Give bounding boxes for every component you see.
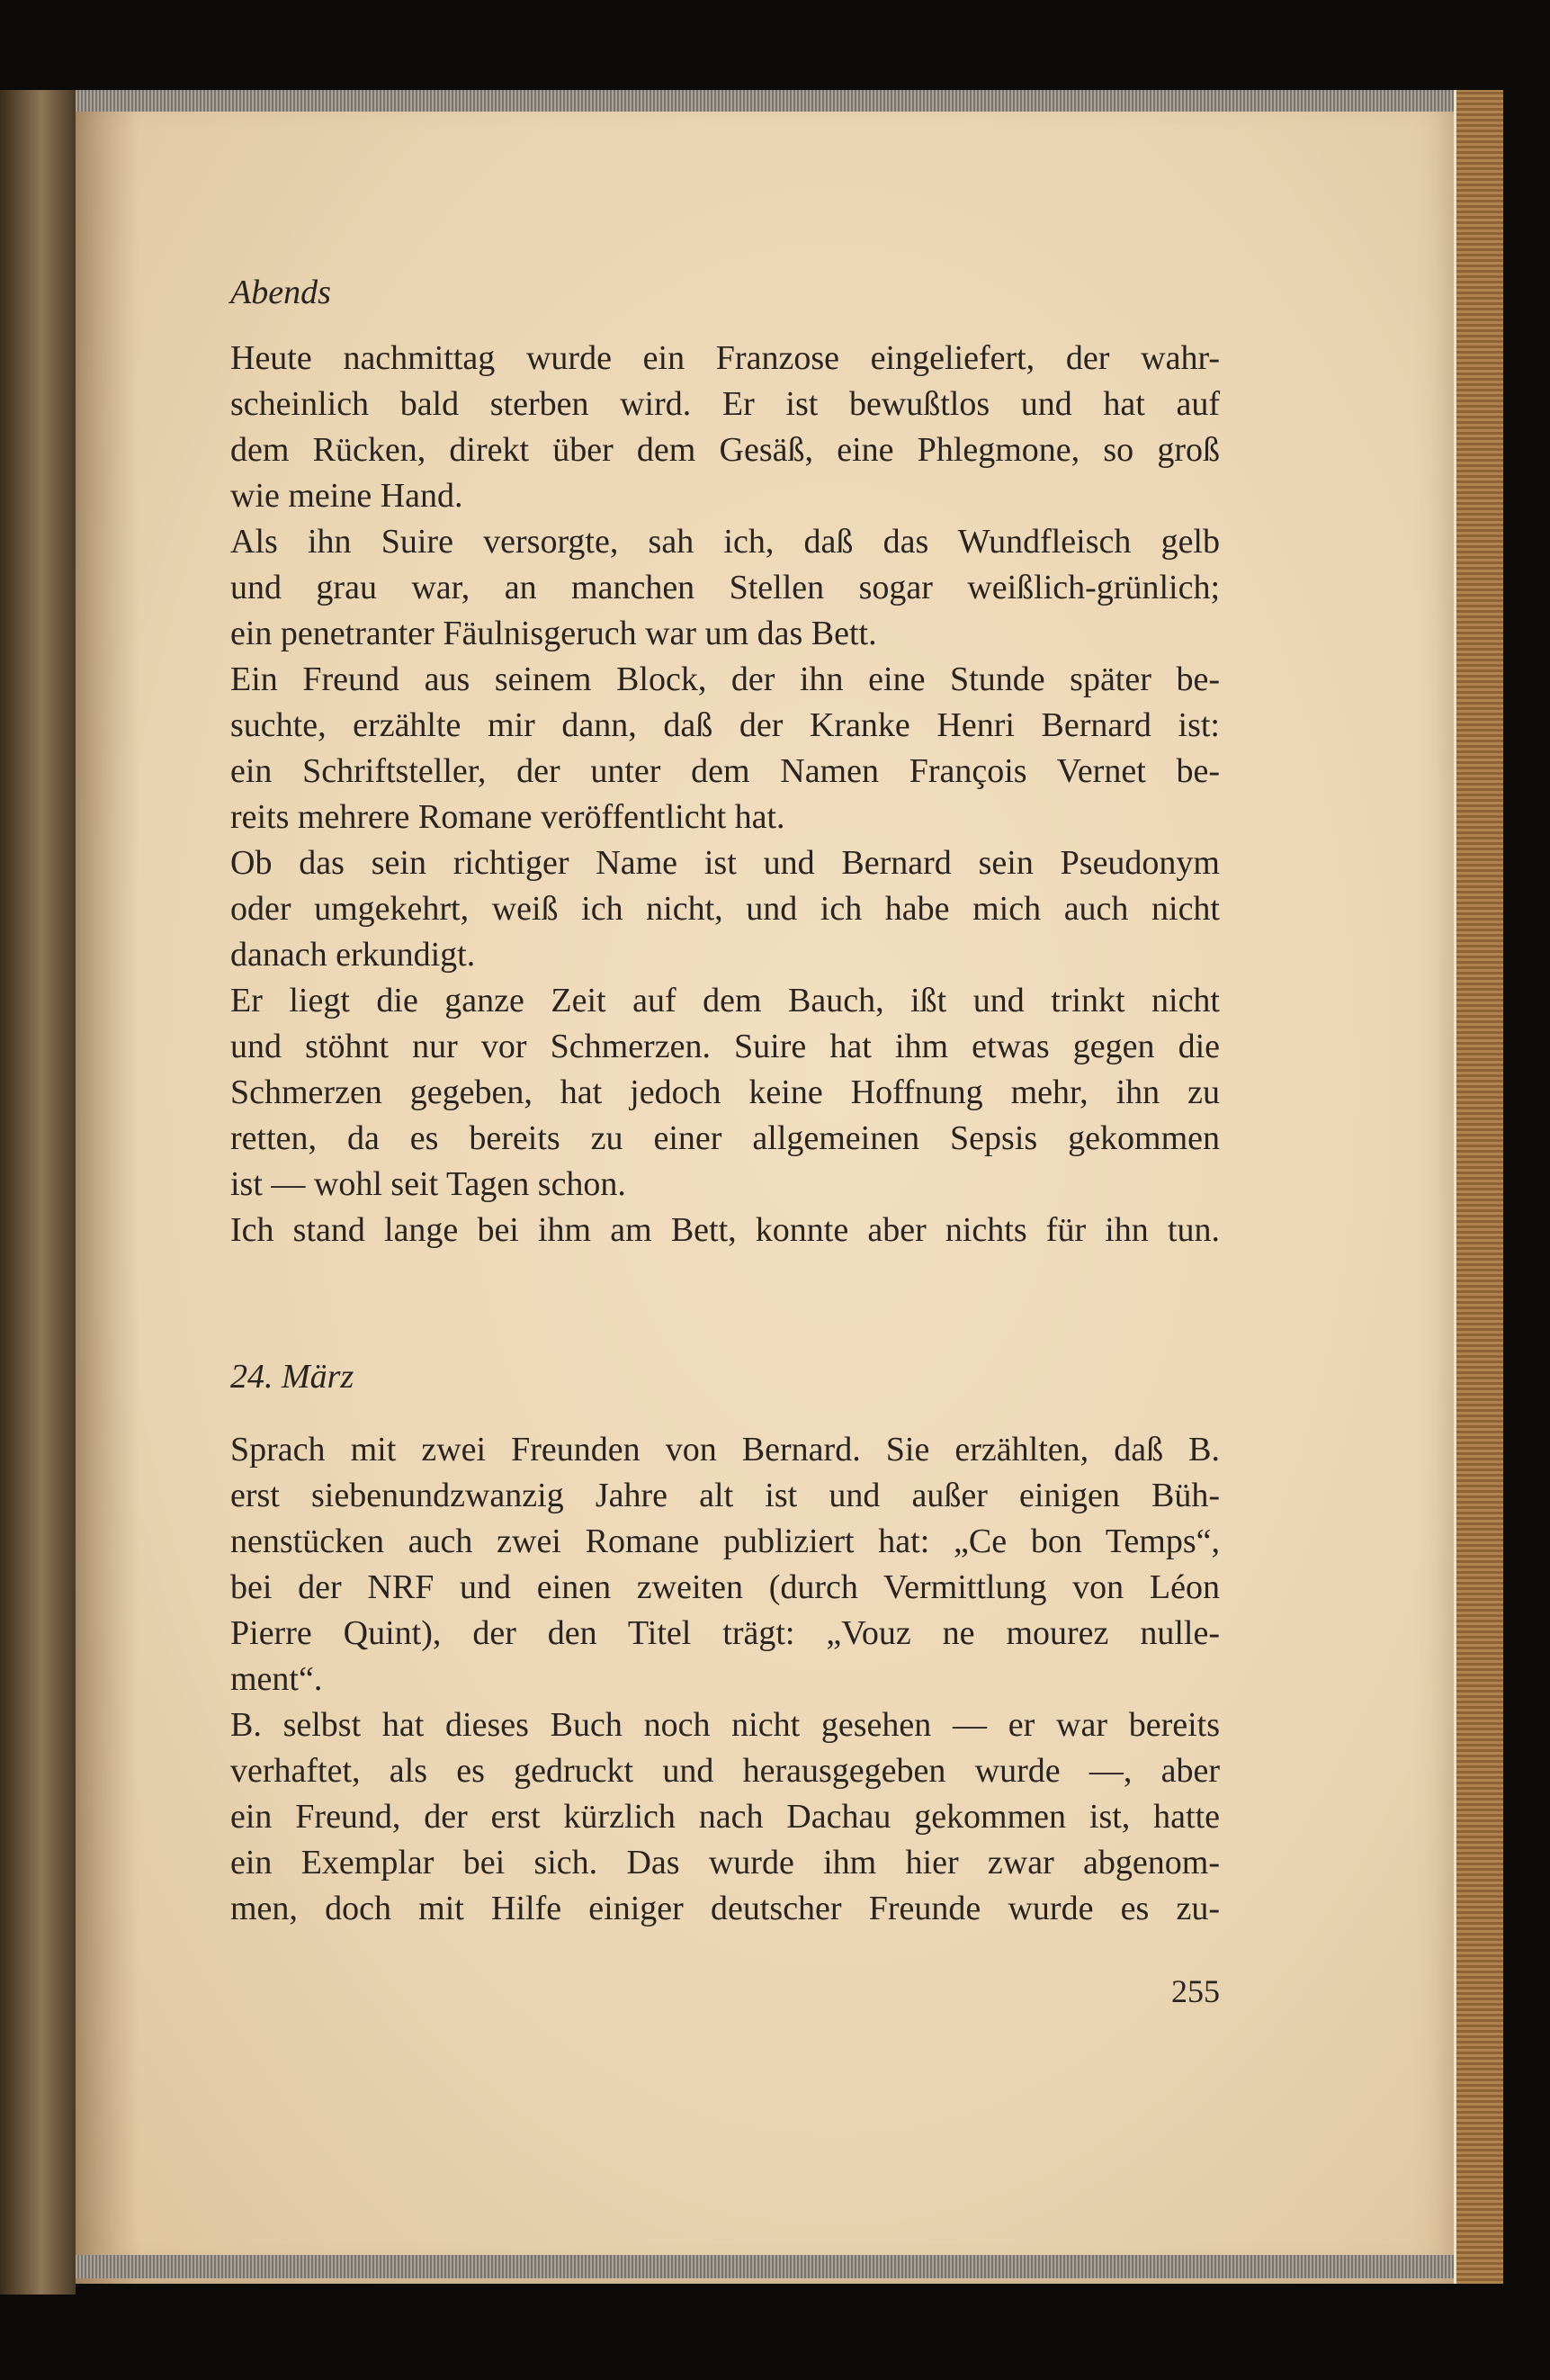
text-line: verhaftet, als es gedruckt und herausgegeben wurde —, aber [230, 1752, 1220, 1790]
text-line: Ob das sein richtiger Name ist und Bernard sein Pseudonym [230, 844, 1220, 882]
text-line: ist — wohl seit Tagen schon. [230, 1165, 626, 1203]
text-line: men, doch mit Hilfe einiger deutscher Freunde wurde es zu- [230, 1890, 1220, 1927]
text-line: danach erkundigt. [230, 936, 476, 974]
top-cover-edge [76, 90, 1497, 112]
text-line: ein Freund, der erst kürzlich nach Dachau gekommen ist, hatte [230, 1798, 1220, 1836]
text-line: und stöhnt nur vor Schmerzen. Suire hat ihm etwas gegen die [230, 1028, 1220, 1065]
bottom-cover-edge [76, 2255, 1497, 2278]
text-line: ein Schriftsteller, der unter dem Namen François Vernet be- [230, 752, 1220, 790]
section-body-abends [230, 336, 1220, 1253]
text-line: reits mehrere Romane veröffentlicht hat. [230, 798, 785, 836]
page-text [230, 270, 1220, 1932]
text-line: Ich stand lange bei ihm am Bett, konnte aber nichts für ihn tun. [230, 1211, 1220, 1249]
text-line: Er liegt die ganze Zeit auf dem Bauch, ißt und trinkt nicht [230, 982, 1220, 1019]
text-line: retten, da es bereits zu einer allgemeinen Sepsis gekommen [230, 1119, 1220, 1157]
text-line: dem Rücken, direkt über dem Gesäß, eine Phlegmone, so groß [230, 431, 1220, 469]
section-body-date [230, 1427, 1220, 1932]
text-line: suchte, erzählte mir dann, daß der Kranke Henri Bernard ist: [230, 706, 1220, 744]
text-line: B. selbst hat dieses Buch noch nicht gesehen — er war bereits [230, 1706, 1220, 1744]
text-line: Pierre Quint), der den Titel trägt: „Vouz ne mourez nulle- [230, 1614, 1220, 1652]
right-cover-edge [1454, 90, 1503, 2284]
text-line: erst siebenundzwanzig Jahre alt ist und außer einigen Büh- [230, 1477, 1220, 1514]
facing-page-edge [0, 90, 76, 2295]
text-line: scheinlich bald sterben wird. Er ist bewußtlos und hat auf [230, 385, 1220, 423]
text-line: Sprach mit zwei Freunden von Bernard. Sie erzählten, daß B. [230, 1431, 1220, 1468]
section-heading-abends: Abends [230, 274, 331, 311]
text-line: und grau war, an manchen Stellen sogar weißlich-grünlich; [230, 569, 1220, 606]
text-line: Schmerzen gegeben, hat jedoch keine Hoffnung mehr, ihn zu [230, 1073, 1220, 1111]
text-line: ment“. [230, 1660, 323, 1698]
text-line: wie meine Hand. [230, 477, 463, 515]
text-line: nenstücken auch zwei Romane publiziert hat: „Ce bon Temps“, [230, 1522, 1220, 1560]
text-line: Als ihn Suire versorgte, sah ich, daß das Wundfleisch gelb [230, 523, 1220, 561]
page-number: 255 [1171, 1973, 1220, 2009]
text-line: oder umgekehrt, weiß ich nicht, und ich habe mich auch nicht [230, 890, 1220, 928]
text-line: Ein Freund aus seinem Block, der ihn eine Stunde später be- [230, 660, 1220, 698]
section-heading-date: 24. März [230, 1358, 354, 1396]
text-line: bei der NRF und einen zweiten (durch Vermittlung von Léon [230, 1568, 1220, 1606]
text-line: ein penetranter Fäulnisgeruch war um das Bett. [230, 615, 877, 652]
page-gutter-shadow [76, 90, 139, 2284]
text-line: Heute nachmittag wurde ein Franzose eingeliefert, der wahr- [230, 339, 1220, 377]
text-line: ein Exemplar bei sich. Das wurde ihm hier zwar abgenom- [230, 1844, 1220, 1882]
